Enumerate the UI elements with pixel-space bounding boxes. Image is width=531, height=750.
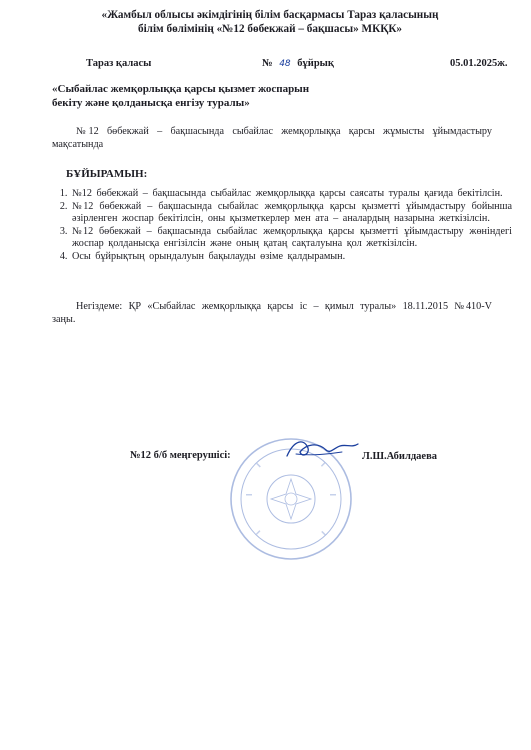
list-item: 2. №12 бөбекжай – бақшасында сыбайлас жемқорлыққа қарсы қызметті ұйымдастыру бойынша әзірленген жоспар бекітілсін, оны қызметкерлер мен ата – аналардың назарына жеткізілсін. [72,201,512,226]
document-subject [52,82,412,110]
order-number [262,58,334,69]
basis-paragraph: Негіздеме: ҚР «Сыбайлас жемқорлыққа қарсы іс – қимыл туралы» 18.11.2015 №410-V заңы. [52,301,492,325]
city-label: Тараз қаласы [86,58,152,69]
header-line-1: «Жамбыл облысы әкімдігінің білім басқармасы Тараз қаласының [101,9,439,21]
order-label: бұйрық [297,58,334,69]
order-items-list [52,188,512,264]
subject-line-2: бекіту және қолданысқа енгізу туралы» [52,97,250,109]
subject-line-1: «Сыбайлас жемқорлыққа қарсы қызмет жоспарын [52,83,310,95]
list-item: 4. Осы бұйрықтың орындалуын бақылауды өзіме қалдырамын. [72,251,512,264]
document-date: 05.01.2025ж. [450,58,508,69]
handwritten-number: 48 [279,59,291,69]
document-header [60,8,480,36]
signatory-title: №12 б/б меңгерушісі: [130,450,231,461]
number-sign: № [262,58,273,69]
list-item: 3. №12 бөбекжай – бақшасында сыбайлас жемқорлыққа қарсы қызметті ұйымдастыру жөніндегі жоспар қолданысқа енгізілсін және оның қатаң сақталуына қол жеткізілсін. [72,226,512,251]
order-heading: БҰЙЫРАМЫН: [66,168,148,180]
preamble-paragraph: №12 бөбекжай – бақшасында сыбайлас жемқорлыққа қарсы жұмысты ұйымдастыру мақсатында [52,126,492,150]
handwritten-signature-icon [282,430,362,470]
header-line-2: білім бөлімінің «№12 бөбекжай – бақшасы» МКҚК» [137,23,403,35]
list-item: 1. №12 бөбекжай – бақшасында сыбайлас жемқорлыққа қарсы саясаты туралы қағида бекітілсін. [72,188,512,201]
signatory-name: Л.Ш.Абилдаева [362,451,437,462]
